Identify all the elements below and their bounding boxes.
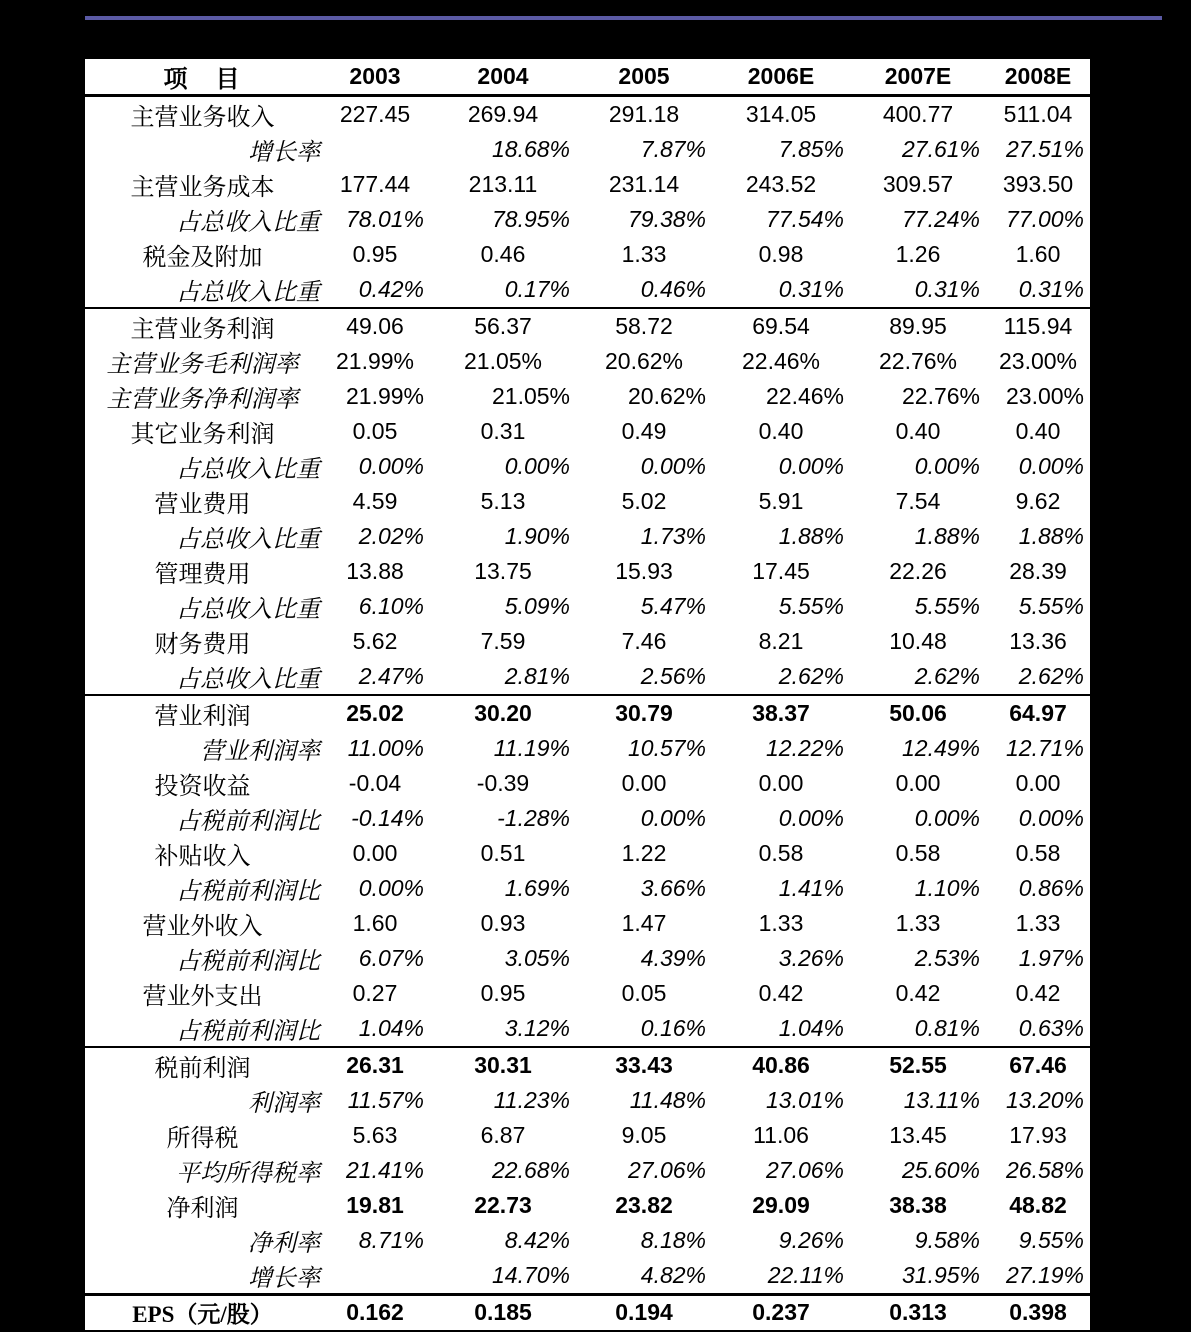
cell-value: 4.59 xyxy=(352,488,398,514)
cell-value: 1.33 xyxy=(758,910,804,936)
cell-value: 0.46 xyxy=(480,241,526,267)
cell-value: 1.47 xyxy=(621,910,667,936)
cell-value: 31.95% xyxy=(901,1262,980,1288)
cell-value: 4.39% xyxy=(640,945,706,971)
cell-value: 0.42 xyxy=(895,980,941,1006)
cell-value: 393.50 xyxy=(1002,171,1074,197)
cell-value: 5.55% xyxy=(778,593,844,619)
cell-value: 1.10% xyxy=(914,875,980,901)
cell-value: 291.18 xyxy=(608,101,680,127)
cell-value: 13.45 xyxy=(889,1122,947,1148)
eps-cell-value: 0.237 xyxy=(712,1295,850,1331)
cell-value: 8.21 xyxy=(758,628,804,654)
cell-value: 26.31 xyxy=(320,1047,430,1083)
table-row xyxy=(85,976,1090,1011)
cell-value: 1.04% xyxy=(778,1015,844,1041)
row-label: 营业利润 xyxy=(85,695,320,731)
cell-value: 6.87 xyxy=(480,1122,526,1148)
row-label: 净利润 xyxy=(166,1195,239,1222)
cell-value: 23.82 xyxy=(615,1192,673,1218)
cell-value: 52.55 xyxy=(850,1047,986,1083)
row-label: 增长率 xyxy=(248,1265,320,1292)
row-label: 利润率 xyxy=(248,1090,320,1117)
table-row xyxy=(85,308,1090,344)
cell-value: 1.97% xyxy=(1018,945,1084,971)
row-label: 其它业务利润 xyxy=(130,421,275,448)
cell-value: 1.33 xyxy=(1015,910,1061,936)
cell-value: 0.81% xyxy=(914,1015,980,1041)
cell-value: 38.37 xyxy=(712,695,850,731)
cell-value: 0.00% xyxy=(358,875,424,901)
row-label: 税前利润 xyxy=(85,1047,320,1083)
column-header-year: 2003 xyxy=(320,58,430,96)
cell-value: 7.46 xyxy=(621,628,667,654)
cell-value: 1.73% xyxy=(640,523,706,549)
cell-value: 22.26 xyxy=(889,558,947,584)
cell-value: 0.58 xyxy=(758,840,804,866)
eps-cell-value: 0.313 xyxy=(850,1295,986,1331)
cell-value: 10.57% xyxy=(627,735,706,761)
cell-value: 49.06 xyxy=(320,308,430,344)
column-header-year: 2008E xyxy=(986,58,1090,96)
cell-value: 17.45 xyxy=(752,558,810,584)
cell-value: 22.11% xyxy=(767,1262,844,1288)
table-row xyxy=(85,344,1090,379)
table-row xyxy=(85,449,1090,484)
cell-value: 5.63 xyxy=(352,1122,398,1148)
table-row xyxy=(85,1258,1090,1295)
cell-value: 0.31 xyxy=(480,418,526,444)
cell-value: 0.00% xyxy=(778,453,844,479)
cell-value: 15.93 xyxy=(615,558,673,584)
cell-value: 27.06% xyxy=(627,1157,706,1183)
cell-value: 50.06 xyxy=(850,695,986,731)
cell-value: 13.88 xyxy=(346,558,404,584)
column-header-year: 2004 xyxy=(430,58,576,96)
table-body xyxy=(85,96,1090,1295)
row-label: 主营业务收入 xyxy=(130,104,275,131)
cell-value: 0.31% xyxy=(914,276,980,302)
cell-value: 21.99% xyxy=(335,348,414,374)
cell-value: 9.55% xyxy=(1018,1227,1084,1253)
eps-row-label: EPS（元/股） xyxy=(85,1295,320,1331)
cell-value: 6.10% xyxy=(358,593,424,619)
row-label: 占总收入比重 xyxy=(176,456,320,483)
table-row xyxy=(85,695,1090,731)
cell-value: 0.51 xyxy=(480,840,526,866)
item-column-header: 项 目 xyxy=(85,58,320,96)
cell-value: 13.36 xyxy=(1009,628,1067,654)
table-row xyxy=(85,836,1090,871)
table-row xyxy=(85,766,1090,801)
table-row xyxy=(85,624,1090,659)
row-label: 投资收益 xyxy=(154,773,251,800)
row-label: 占总收入比重 xyxy=(176,526,320,553)
cell-value: 89.95 xyxy=(850,308,986,344)
cell-value: 0.16% xyxy=(640,1015,706,1041)
cell-value: 1.60 xyxy=(352,910,398,936)
cell-value: 0.05 xyxy=(621,980,667,1006)
cell-value: 0.40 xyxy=(758,418,804,444)
table-row xyxy=(85,96,1090,133)
cell-value: 77.54% xyxy=(765,206,844,232)
cell-value: 7.54 xyxy=(895,488,941,514)
cell-value: 0.00% xyxy=(914,453,980,479)
cell-value: 213.11 xyxy=(468,171,538,197)
cell-value: 1.90% xyxy=(504,523,570,549)
cell-value: 231.14 xyxy=(608,171,680,197)
cell-value: 0.40 xyxy=(895,418,941,444)
cell-value: 9.58% xyxy=(914,1227,980,1253)
cell-value: 22.73 xyxy=(474,1192,532,1218)
cell-value: 1.33 xyxy=(621,241,667,267)
cell-value: 13.20% xyxy=(1005,1087,1084,1113)
eps-cell-value: 0.194 xyxy=(576,1295,712,1331)
cell-value: 12.71% xyxy=(1005,735,1084,761)
cell-value: 11.19% xyxy=(493,735,570,761)
cell-value: 28.39 xyxy=(1009,558,1067,584)
cell-value: 21.05% xyxy=(491,383,570,409)
table-row xyxy=(85,906,1090,941)
cell-value: 5.09% xyxy=(504,593,570,619)
table-row xyxy=(85,1047,1090,1083)
cell-value: 0.27 xyxy=(352,980,398,1006)
cell-value: 2.47% xyxy=(358,663,424,689)
cell-value: 29.09 xyxy=(752,1192,810,1218)
cell-value: 64.97 xyxy=(986,695,1090,731)
cell-value: 1.22 xyxy=(621,840,667,866)
cell-value: 2.02% xyxy=(358,523,424,549)
table-row xyxy=(85,941,1090,976)
cell-value: 0.58 xyxy=(1015,840,1061,866)
row-label: 占税前利润比 xyxy=(176,948,320,975)
cell-value: 2.62% xyxy=(1018,663,1084,689)
cell-value: -0.39 xyxy=(476,770,530,796)
cell-value: 7.87% xyxy=(640,136,706,162)
cell-value: 5.55% xyxy=(914,593,980,619)
table-row xyxy=(85,1011,1090,1047)
row-label: 平均所得税率 xyxy=(176,1160,320,1187)
cell-value: 0.42 xyxy=(1015,980,1061,1006)
cell-value: 33.43 xyxy=(576,1047,712,1083)
row-label: 税金及附加 xyxy=(142,244,263,271)
cell-value: 0.95 xyxy=(480,980,526,1006)
cell-value: 27.06% xyxy=(765,1157,844,1183)
cell-value: 9.62 xyxy=(1015,488,1061,514)
cell-value: 40.86 xyxy=(712,1047,850,1083)
cell-value: 8.71% xyxy=(358,1227,424,1253)
row-label: 补贴收入 xyxy=(154,843,251,870)
table-footer xyxy=(85,1295,1090,1331)
cell-value: -1.28% xyxy=(497,805,570,831)
column-header-year: 2006E xyxy=(712,58,850,96)
cell-value: 77.24% xyxy=(901,206,980,232)
cell-value: 11.57% xyxy=(347,1087,424,1113)
cell-value: 18.68% xyxy=(491,136,570,162)
cell-value: 5.91 xyxy=(758,488,804,514)
table-row xyxy=(85,1083,1090,1118)
cell-value: 0.63% xyxy=(1018,1015,1084,1041)
cell-value: 227.45 xyxy=(339,101,411,127)
cell-value: 6.07% xyxy=(358,945,424,971)
cell-value: 79.38% xyxy=(627,206,706,232)
cell-value: 1.69% xyxy=(504,875,570,901)
cell-value: 0.00% xyxy=(1018,453,1084,479)
cell-value: 7.59 xyxy=(480,628,526,654)
cell-value: 25.60% xyxy=(901,1157,980,1183)
cell-value: 8.42% xyxy=(504,1227,570,1253)
cell-value: 58.72 xyxy=(576,308,712,344)
cell-value: 77.00% xyxy=(1005,206,1084,232)
cell-value: 11.06 xyxy=(753,1122,809,1148)
cell-value: 78.01% xyxy=(345,206,424,232)
cell-value: 23.00% xyxy=(998,348,1077,374)
cell-value: 1.88% xyxy=(1018,523,1084,549)
table-row xyxy=(85,1223,1090,1258)
cell-value: 0.00 xyxy=(1015,770,1061,796)
table-header xyxy=(85,58,1090,96)
cell-value: 21.41% xyxy=(345,1157,424,1183)
eps-cell-value: 0.185 xyxy=(430,1295,576,1331)
cell-value: 0.00% xyxy=(778,805,844,831)
cell-value: 22.76% xyxy=(878,348,957,374)
cell-value: 22.76% xyxy=(901,383,980,409)
header-row xyxy=(85,58,1090,96)
table-row xyxy=(85,1188,1090,1223)
row-label: 净利率 xyxy=(248,1230,320,1257)
table-row xyxy=(85,1153,1090,1188)
row-label: 占总收入比重 xyxy=(176,596,320,623)
cell-value: 10.48 xyxy=(889,628,947,654)
cell-value: 11.23% xyxy=(493,1087,570,1113)
cell-value: 0.31% xyxy=(1018,276,1084,302)
row-label: 主营业务成本 xyxy=(130,174,275,201)
cell-value: 30.79 xyxy=(576,695,712,731)
cell-value: 11.00% xyxy=(347,735,424,761)
column-header-year: 2005 xyxy=(576,58,712,96)
financial-forecast-table xyxy=(85,57,1090,1332)
cell-value: 1.26 xyxy=(895,241,941,267)
cell-value: 27.19% xyxy=(1005,1262,1084,1288)
cell-value: 0.00% xyxy=(914,805,980,831)
cell-value: 26.58% xyxy=(1005,1157,1084,1183)
row-label: 占总收入比重 xyxy=(176,666,320,693)
row-label: 营业外收入 xyxy=(142,913,263,940)
cell-value: 0.00% xyxy=(1018,805,1084,831)
cell-value: 5.47% xyxy=(640,593,706,619)
cell-value: 7.85% xyxy=(778,136,844,162)
table-row xyxy=(85,414,1090,449)
cell-value: 78.95% xyxy=(491,206,570,232)
cell-value: 0.40 xyxy=(1015,418,1061,444)
cell-value: 0.93 xyxy=(480,910,526,936)
cell-value: 0.42 xyxy=(758,980,804,1006)
cell-value: 0.05 xyxy=(352,418,398,444)
cell-value: 269.94 xyxy=(467,101,539,127)
cell-value: 38.38 xyxy=(889,1192,947,1218)
cell-value: 0.00 xyxy=(352,840,398,866)
cell-value: 0.00 xyxy=(621,770,667,796)
cell-value: 8.18% xyxy=(640,1227,706,1253)
table-row xyxy=(85,659,1090,695)
row-label: 占税前利润比 xyxy=(176,808,320,835)
cell-value: 19.81 xyxy=(346,1192,404,1218)
row-label: 占税前利润比 xyxy=(176,1018,320,1045)
cell-value: 22.46% xyxy=(741,348,820,374)
cell-value: 25.02 xyxy=(320,695,430,731)
cell-value: -0.04 xyxy=(348,770,402,796)
cell-value xyxy=(320,1258,430,1295)
cell-value: 4.82% xyxy=(640,1262,706,1288)
cell-value: 2.62% xyxy=(914,663,980,689)
cell-value: 3.12% xyxy=(504,1015,570,1041)
cell-value: 56.37 xyxy=(430,308,576,344)
cell-value: 30.31 xyxy=(430,1047,576,1083)
cell-value: 5.02 xyxy=(621,488,667,514)
cell-value: 20.62% xyxy=(627,383,706,409)
cell-value: 0.49 xyxy=(621,418,667,444)
table-row xyxy=(85,731,1090,766)
cell-value: 309.57 xyxy=(882,171,954,197)
cell-value xyxy=(320,132,430,167)
eps-row xyxy=(85,1295,1090,1331)
cell-value: 243.52 xyxy=(745,171,817,197)
table-row xyxy=(85,379,1090,414)
cell-value: 22.46% xyxy=(765,383,844,409)
cell-value: 2.56% xyxy=(640,663,706,689)
eps-cell-value: 0.398 xyxy=(986,1295,1090,1331)
table-row xyxy=(85,871,1090,906)
cell-value: 5.62 xyxy=(352,628,398,654)
cell-value: 20.62% xyxy=(604,348,683,374)
cell-value: 1.04% xyxy=(358,1015,424,1041)
cell-value: 3.05% xyxy=(504,945,570,971)
table-row xyxy=(85,202,1090,237)
cell-value: 2.81% xyxy=(504,663,570,689)
cell-value: 9.05 xyxy=(621,1122,667,1148)
table-row xyxy=(85,272,1090,308)
cell-value: 1.88% xyxy=(778,523,844,549)
row-label: 主营业务净利润率 xyxy=(106,386,299,413)
cell-value: 1.33 xyxy=(895,910,941,936)
cell-value: -0.14% xyxy=(351,805,424,831)
cell-value: 22.68% xyxy=(491,1157,570,1183)
table-row xyxy=(85,554,1090,589)
cell-value: 27.51% xyxy=(1005,136,1084,162)
row-label: 管理费用 xyxy=(154,561,251,588)
cell-value: 21.05% xyxy=(463,348,542,374)
cell-value: 30.20 xyxy=(430,695,576,731)
cell-value: 12.22% xyxy=(765,735,844,761)
cell-value: 1.41% xyxy=(778,875,844,901)
cell-value: 3.66% xyxy=(640,875,706,901)
table-row xyxy=(85,132,1090,167)
cell-value: 2.62% xyxy=(778,663,844,689)
cell-value: 5.13 xyxy=(480,488,526,514)
cell-value: 1.60 xyxy=(1015,241,1061,267)
cell-value: 0.00 xyxy=(895,770,941,796)
table-row xyxy=(85,237,1090,272)
cell-value: 13.11% xyxy=(903,1087,980,1113)
table-row xyxy=(85,801,1090,836)
eps-cell-value: 0.162 xyxy=(320,1295,430,1331)
row-label: 主营业务利润 xyxy=(85,308,320,344)
row-label: 营业费用 xyxy=(154,491,251,518)
cell-value: 2.53% xyxy=(914,945,980,971)
cell-value: 1.88% xyxy=(914,523,980,549)
cell-value: 13.01% xyxy=(765,1087,844,1113)
cell-value: 0.98 xyxy=(758,241,804,267)
row-label: 增长率 xyxy=(248,139,320,166)
cell-value: 0.00% xyxy=(640,805,706,831)
cell-value: 0.86% xyxy=(1018,875,1084,901)
row-label: 所得税 xyxy=(166,1125,239,1152)
cell-value: 0.00% xyxy=(640,453,706,479)
cell-value: 3.26% xyxy=(778,945,844,971)
row-label: 占总收入比重 xyxy=(176,209,320,236)
cell-value: 0.00 xyxy=(758,770,804,796)
cell-value: 23.00% xyxy=(1005,383,1084,409)
cell-value: 115.94 xyxy=(986,308,1090,344)
row-label: 营业利润率 xyxy=(200,738,320,765)
cell-value: 12.49% xyxy=(901,735,980,761)
cell-value: 69.54 xyxy=(712,308,850,344)
cell-value: 511.04 xyxy=(1003,101,1073,127)
cell-value: 11.48% xyxy=(629,1087,706,1113)
cell-value: 17.93 xyxy=(1009,1122,1067,1148)
table-row xyxy=(85,484,1090,519)
cell-value: 21.99% xyxy=(345,383,424,409)
cell-value: 9.26% xyxy=(778,1227,844,1253)
row-label: 财务费用 xyxy=(154,631,251,658)
row-label: 营业外支出 xyxy=(142,983,263,1010)
cell-value: 67.46 xyxy=(986,1047,1090,1083)
cell-value: 48.82 xyxy=(1009,1192,1067,1218)
cell-value: 27.61% xyxy=(901,136,980,162)
cell-value: 314.05 xyxy=(745,101,817,127)
cell-value: 13.75 xyxy=(474,558,532,584)
column-header-year: 2007E xyxy=(850,58,986,96)
cell-value: 0.17% xyxy=(504,276,570,302)
table-row xyxy=(85,167,1090,202)
row-label: 占税前利润比 xyxy=(176,878,320,905)
cell-value: 14.70% xyxy=(491,1262,570,1288)
cell-value: 0.42% xyxy=(358,276,424,302)
accent-divider-rule xyxy=(85,16,1162,20)
cell-value: 0.00% xyxy=(358,453,424,479)
table-row xyxy=(85,519,1090,554)
cell-value: 0.46% xyxy=(640,276,706,302)
cell-value: 0.31% xyxy=(778,276,844,302)
cell-value: 0.00% xyxy=(504,453,570,479)
cell-value: 177.44 xyxy=(339,171,411,197)
table-row xyxy=(85,589,1090,624)
row-label: 占总收入比重 xyxy=(176,279,320,306)
cell-value: 5.55% xyxy=(1018,593,1084,619)
table-row xyxy=(85,1118,1090,1153)
row-label: 主营业务毛利润率 xyxy=(106,351,299,378)
cell-value: 0.58 xyxy=(895,840,941,866)
cell-value: 0.95 xyxy=(352,241,398,267)
cell-value: 400.77 xyxy=(882,101,954,127)
